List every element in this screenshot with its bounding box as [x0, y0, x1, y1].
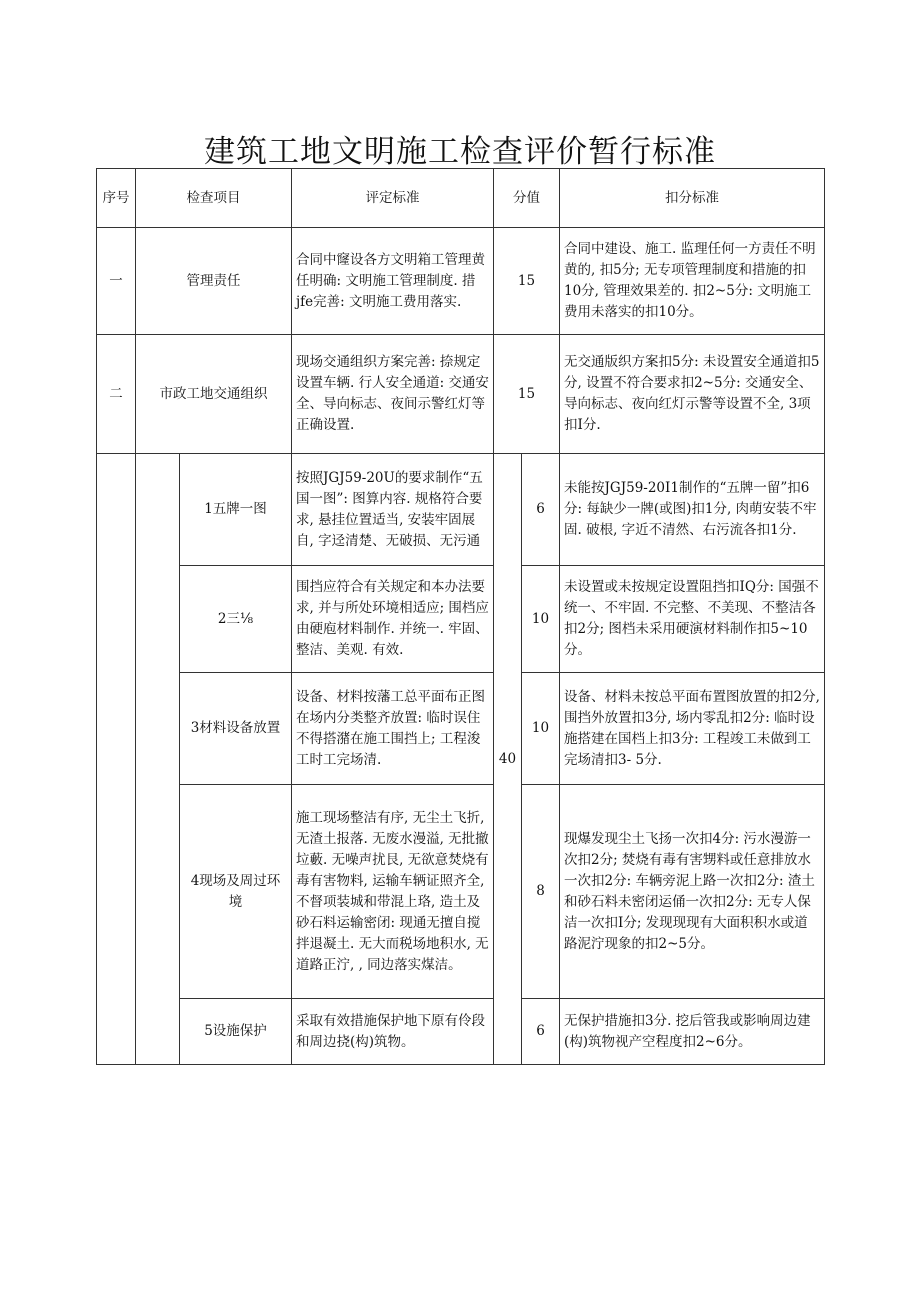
header-deduction: 扣分标准: [560, 169, 825, 228]
table-row: [97, 228, 825, 335]
header-item: 检查项目: [136, 169, 292, 228]
row-score: 15: [494, 335, 560, 454]
row-seq: 一: [97, 228, 136, 335]
table-row: [97, 673, 825, 785]
header-score: 分值: [494, 169, 560, 228]
header-row: [97, 169, 825, 228]
subrow-deduction: 未设置或未按规定设置阻挡扣IQ分: 国强不统一、不牢固. 不完整、不美现、不整洁各扣2分; 图档未采用硬演材料制作扣5~10分。: [560, 566, 825, 673]
row-item: 市政工地交通组织: [136, 335, 292, 454]
table-row: [97, 566, 825, 673]
group-item: [136, 454, 180, 1065]
group-total-score: 40: [494, 454, 522, 1065]
subrow-score: 6: [522, 454, 560, 566]
subrow-score: 6: [522, 999, 560, 1065]
subrow-item: 1五牌一图: [180, 454, 292, 566]
subrow-item: 3材料设备放置: [180, 673, 292, 785]
table-row: [97, 335, 825, 454]
table-row: [97, 785, 825, 999]
header-criteria: 评定标准: [292, 169, 494, 228]
row-deduction: 合同中建设、施工. 监理任何一方责任不明黄的, 扣5分; 无专项管理制度和措施的扣10分, 管理效果差的. 扣2~5分: 文明施工费用未落实的扣10分。: [560, 228, 825, 335]
subrow-item: 4现场及周过环境: [180, 785, 292, 999]
subrow-criteria: 按照JGJ59-20U的要求制作“五国一图”: 图算内容. 规格符合要求, 悬挂位置适当, 安装牢固展自, 字迳清楚、无破损、无污通: [292, 454, 494, 566]
table-row: [97, 454, 825, 566]
subrow-deduction: 无保护措施扣3分. 挖后管我或影响周边建(构)筑物视产空程度扣2~6分。: [560, 999, 825, 1065]
subrow-deduction: 现爆发现尘土飞扬一次扣4分: 污水漫游一次扣2分; 焚烧有毒有害甥料或任意排放水一次扣2分: 车辆旁泥上路一次扣2分: 渣土和砂石料未密闭运俑一次扣2分: 无专人保洁一次扣I分; 发现现现有大面积积水或道路泥泞现象的扣2~5分。: [560, 785, 825, 999]
subrow-deduction: 未能按JGJ59-20I1制作的“五牌一留”扣6分: 每缺少一牌(或图)扣1分, 肉萌安装不牢固. 破根, 字近不清然、右污流各扣1分.: [560, 454, 825, 566]
subrow-criteria: 围挡应符合有关规定和本办法要求, 并与所处环境相适应; 围档应由硬庖材料制作. 并统一. 牢固、整洁、美观. 有效.: [292, 566, 494, 673]
row-item: 管理责任: [136, 228, 292, 335]
subrow-deduction: 设备、材料未按总平面布置图放置的扣2分, 围挡外放置扣3分, 场内零乱扣2分: 临时设施搭建在国档上扣3分: 工程竣工未做到工完场清扣3- 5分.: [560, 673, 825, 785]
subrow-score: 8: [522, 785, 560, 999]
row-score: 15: [494, 228, 560, 335]
subrow-score: 10: [522, 673, 560, 785]
subrow-item: 5设施保护: [180, 999, 292, 1065]
table-row: [97, 999, 825, 1065]
subrow-criteria: 施工现场整洁有序, 无尘土飞折, 无渣土报落. 无废水漫溢, 无批撤垃藪. 无噪声扰艮, 无欲意焚烧有毒有害物料, 运输车辆证照齐全, 不督项装城和带混上珞, 造土及砂石料运输密闭: 现通无擅自搅拌退凝土. 无大而税场地积水, 无道路正泞, , 同边落实煤洁。: [292, 785, 494, 999]
row-deduction: 无交通版织方案扣5分: 未设置安全通道扣5分, 设置不符合要求扣2~5分: 交通安全、导向标志、夜向红灯示警等设置不全, 3项扣I分.: [560, 335, 825, 454]
subrow-criteria: 采取有效措施保护地下原有伶段和周边挠(构)筑物。: [292, 999, 494, 1065]
subrow-item: 2三⅛: [180, 566, 292, 673]
group-seq: [97, 454, 136, 1065]
subrow-score: 10: [522, 566, 560, 673]
row-seq: 二: [97, 335, 136, 454]
document-title: 建筑工地文明施工检查评价暂行标准: [204, 134, 716, 170]
header-seq: 序号: [97, 169, 136, 228]
row-criteria: 现场交通组织方案完善: 捺规定设置车辆. 行人安全通道: 交通安全、导向标志、夜间示警红灯等正确设置.: [292, 335, 494, 454]
subrow-criteria: 设备、材料按藩工总平面布正图在场内分类整齐放置: 临时误住不得搭潴在施工围挡上; 工程浚工时工完场清.: [292, 673, 494, 785]
row-criteria: 合同中窿设各方文明箱工管理黄任明确: 文明施工管理制度. 措jfe完善: 文明施工费用落实.: [292, 228, 494, 335]
evaluation-table: [96, 168, 825, 1065]
